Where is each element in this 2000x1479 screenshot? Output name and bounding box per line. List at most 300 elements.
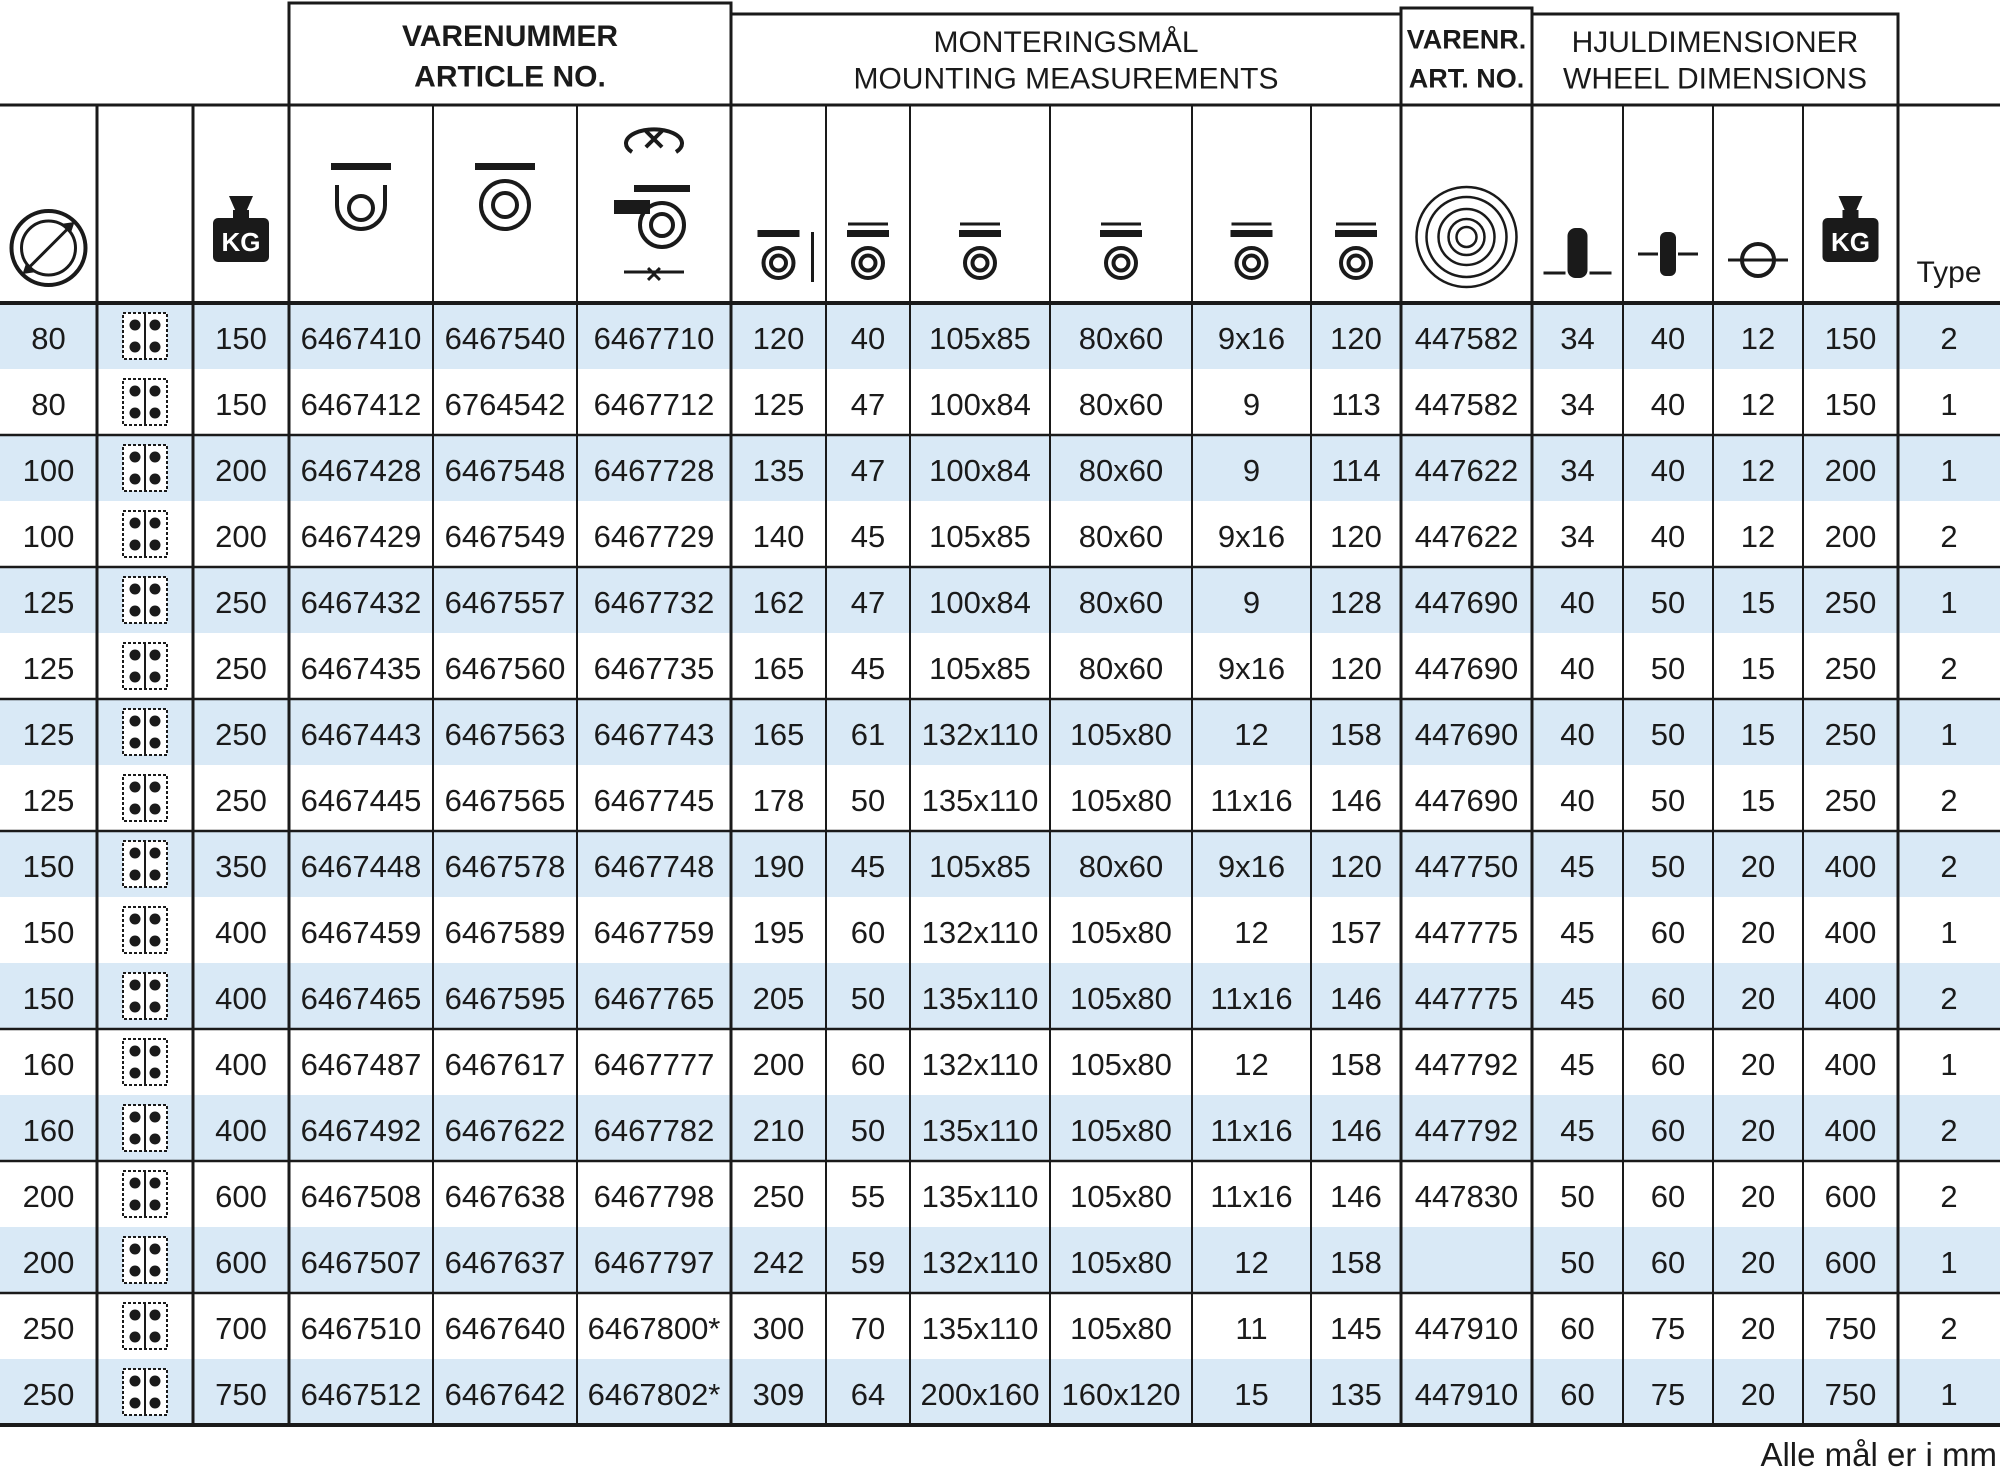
table-cell: 6467798 <box>593 1179 715 1214</box>
table-cell: 50 <box>1650 585 1686 620</box>
wheel-dims-header-line1: HJULDIMENSIONER <box>1571 26 1859 60</box>
table-cell: 60 <box>1650 1047 1686 1082</box>
table-cell: 9 <box>1242 585 1261 620</box>
table-cell: 6467412 <box>300 387 422 422</box>
table-cell: 6467745 <box>593 783 715 818</box>
table-cell: 60 <box>1650 1179 1686 1214</box>
table-cell: 45 <box>850 651 886 686</box>
table-cell: 105x80 <box>1070 1311 1172 1346</box>
table-cell: 146 <box>1330 1179 1382 1214</box>
table-cell: 45 <box>1560 981 1595 1016</box>
table-cell: 158 <box>1330 1245 1382 1280</box>
table-cell: 6467637 <box>444 1245 566 1280</box>
ball-bearing-icon <box>123 511 167 557</box>
table-cell: 6467429 <box>300 519 422 554</box>
table-cell: 12 <box>1234 1245 1269 1280</box>
table-cell: 200 <box>22 1179 75 1214</box>
table-cell: 40 <box>850 321 886 356</box>
mounting-header-line2: MOUNTING MEASUREMENTS <box>853 62 1279 96</box>
table-cell: 50 <box>1560 1179 1595 1214</box>
ball-bearing-icon <box>123 643 167 689</box>
table-cell: 60 <box>850 915 886 950</box>
table-cell: 1 <box>1940 1377 1958 1412</box>
table-cell: 80x60 <box>1078 651 1164 686</box>
table-cell: 45 <box>1560 1047 1595 1082</box>
table-cell: 105x80 <box>1070 783 1172 818</box>
table-cell: 2 <box>1940 783 1958 818</box>
table-cell: 20 <box>1740 915 1776 950</box>
table-cell: 120 <box>1330 651 1382 686</box>
table-cell: 400 <box>1824 1113 1877 1148</box>
table-cell: 6467743 <box>593 717 715 752</box>
table-cell: 105x80 <box>1070 915 1172 950</box>
table-cell: 200 <box>215 453 267 488</box>
table-row <box>23 1171 1958 1217</box>
table-cell: 45 <box>850 519 886 554</box>
table-cell: 6467443 <box>300 717 422 752</box>
table-cell: 600 <box>215 1179 267 1214</box>
table-cell: 150 <box>1824 387 1877 422</box>
table-cell: 11x16 <box>1210 1179 1293 1214</box>
ball-bearing-icon <box>123 1039 167 1085</box>
table-cell: 12 <box>1234 915 1269 950</box>
table-cell: 250 <box>215 717 267 752</box>
ball-bearing-icon <box>123 1237 167 1283</box>
table-cell: 6467432 <box>300 585 422 620</box>
table-cell: 80x60 <box>1078 453 1164 488</box>
table-cell: 135x110 <box>921 981 1039 1016</box>
table-cell: 145 <box>1330 1311 1382 1346</box>
table-cell: 6467563 <box>444 717 566 752</box>
table-cell: 6467797 <box>593 1245 715 1280</box>
table-cell: 6467642 <box>444 1377 566 1412</box>
kg-label: KG <box>1831 227 1870 257</box>
table-cell: 447622 <box>1414 519 1519 554</box>
table-cell: 2 <box>1940 321 1958 356</box>
ball-bearing-icon <box>123 841 167 887</box>
table-cell: 100x84 <box>929 453 1031 488</box>
table-cell: 60 <box>1650 915 1686 950</box>
table-cell: 1 <box>1940 915 1958 950</box>
mounting-header-line1: MONTERINGSMÅL <box>933 26 1199 60</box>
table-cell: 309 <box>752 1377 805 1412</box>
table-cell: 135x110 <box>921 1113 1039 1148</box>
axle-bore-icon <box>1728 244 1788 276</box>
offset-icon <box>847 224 889 278</box>
table-cell: 100x84 <box>929 585 1031 620</box>
table-cell: 120 <box>1330 519 1382 554</box>
table-cell: 447690 <box>1414 585 1519 620</box>
table-cell: 50 <box>850 981 886 1016</box>
table-cell: 113 <box>1331 387 1381 422</box>
table-cell: 195 <box>752 915 805 950</box>
table-row <box>23 1303 1958 1349</box>
table-cell: 61 <box>850 717 886 752</box>
table-cell: 447690 <box>1414 783 1519 818</box>
table-cell: 165 <box>752 717 805 752</box>
table-cell: 6467548 <box>444 453 566 488</box>
table-cell: 400 <box>1824 1047 1877 1082</box>
table-cell: 250 <box>22 1377 75 1412</box>
table-cell: 158 <box>1330 717 1382 752</box>
table-cell: 150 <box>215 321 267 356</box>
table-cell: 60 <box>1650 981 1686 1016</box>
table-cell: 135 <box>1330 1377 1382 1412</box>
ball-bearing-icon <box>123 445 167 491</box>
table-cell: 146 <box>1330 981 1382 1016</box>
table-cell: 125 <box>22 783 75 818</box>
table-cell: 50 <box>1650 849 1686 884</box>
wheel-width-icon <box>1544 228 1612 278</box>
table-cell: 120 <box>1330 849 1382 884</box>
table-cell: 6467549 <box>444 519 566 554</box>
table-cell: 162 <box>752 585 805 620</box>
table-cell: 34 <box>1560 387 1595 422</box>
plate-size-icon <box>959 224 1001 278</box>
wheel-art-header-line2: ART. NO. <box>1408 63 1525 94</box>
table-cell: 50 <box>1650 651 1686 686</box>
article-no-header-line1: VARENUMMER <box>401 19 619 53</box>
table-cell: 447622 <box>1414 453 1519 488</box>
bolt-size-icon <box>1231 224 1273 278</box>
table-cell: 20 <box>1740 849 1776 884</box>
table-cell: 1 <box>1940 1047 1958 1082</box>
table-cell: 105x80 <box>1070 1047 1172 1082</box>
table-cell: 47 <box>850 387 886 422</box>
table-cell: 6467512 <box>300 1377 422 1412</box>
table-cell: 250 <box>1824 585 1877 620</box>
table-cell: 160 <box>22 1113 75 1148</box>
table-cell: 100x84 <box>929 387 1031 422</box>
table-cell: 6764542 <box>444 387 566 422</box>
table-cell: 60 <box>1650 1245 1686 1280</box>
table-cell: 140 <box>752 519 805 554</box>
table-cell: 120 <box>752 321 805 356</box>
table-cell: 2 <box>1940 519 1958 554</box>
table-cell: 12 <box>1234 717 1269 752</box>
table-cell: 400 <box>1824 981 1877 1016</box>
table-cell: 6467508 <box>300 1179 422 1214</box>
table-cell: 6467732 <box>593 585 715 620</box>
table-cell: 11 <box>1235 1311 1268 1346</box>
ball-bearing-icon <box>123 1171 167 1217</box>
table-cell: 125 <box>22 717 75 752</box>
table-cell: 9 <box>1242 387 1261 422</box>
table-cell: 2 <box>1940 651 1958 686</box>
table-cell: 2 <box>1940 1311 1958 1346</box>
table-cell: 12 <box>1740 453 1776 488</box>
table-cell: 2 <box>1940 1113 1958 1148</box>
table-cell: 6467487 <box>300 1047 422 1082</box>
table-cell: 178 <box>752 783 805 818</box>
table-cell: 105x80 <box>1070 1179 1172 1214</box>
table-cell: 20 <box>1740 1245 1776 1280</box>
table-cell: 1 <box>1940 387 1958 422</box>
kg-label: KG <box>221 227 261 257</box>
table-cell: 210 <box>752 1113 805 1148</box>
table-cell: 34 <box>1560 453 1595 488</box>
table-cell: 120 <box>1330 321 1382 356</box>
wheel-dims-header-line2: WHEEL DIMENSIONS <box>1563 62 1867 96</box>
table-cell: 205 <box>752 981 805 1016</box>
swivel-castor-icon <box>475 163 535 229</box>
table-cell: 447775 <box>1414 915 1519 950</box>
table-cell: 447910 <box>1414 1377 1519 1412</box>
table-cell: 47 <box>850 453 886 488</box>
table-cell: 60 <box>1560 1311 1595 1346</box>
table-cell: 60 <box>1560 1377 1595 1412</box>
svg-text:✕: ✕ <box>644 262 664 287</box>
table-cell: 135 <box>752 453 805 488</box>
table-cell: 200x160 <box>920 1377 1040 1412</box>
plate-offset-icon <box>1335 224 1377 278</box>
table-cell: 9x16 <box>1217 519 1286 554</box>
table-cell: 80 <box>31 387 66 422</box>
table-cell: 6467428 <box>300 453 422 488</box>
table-cell: 9x16 <box>1217 321 1286 356</box>
table-cell: 40 <box>1650 519 1686 554</box>
table-cell: 40 <box>1560 783 1595 818</box>
table-cell: 190 <box>752 849 805 884</box>
table-cell: 50 <box>850 783 886 818</box>
table-cell: 128 <box>1330 585 1382 620</box>
table-cell: 15 <box>1740 585 1776 620</box>
type-header: Type <box>1916 256 1982 289</box>
ball-bearing-icon <box>123 577 167 623</box>
table-cell: 400 <box>215 1113 267 1148</box>
table-cell: 135x110 <box>921 1179 1039 1214</box>
table-cell: 250 <box>1824 783 1877 818</box>
table-cell: 135x110 <box>921 783 1039 818</box>
ball-bearing-icon <box>123 973 167 1019</box>
table-cell: 2 <box>1940 849 1958 884</box>
table-cell: 9 <box>1242 453 1261 488</box>
table-cell: 2 <box>1940 1179 1958 1214</box>
table-cell: 600 <box>1824 1179 1877 1214</box>
table-cell: 100 <box>22 519 75 554</box>
table-cell: 6467445 <box>300 783 422 818</box>
table-cell: 132x110 <box>921 1245 1039 1280</box>
table-cell: 146 <box>1330 1113 1382 1148</box>
table-cell: 105x80 <box>1070 717 1172 752</box>
table-cell: 6467765 <box>593 981 715 1016</box>
table-cell: 158 <box>1330 1047 1382 1082</box>
wheel-art-header-line1: VARENR. <box>1406 24 1527 55</box>
table-cell: 105x85 <box>929 519 1031 554</box>
table-cell: 12 <box>1740 519 1776 554</box>
table-cell: 447582 <box>1414 387 1519 422</box>
table-cell: 40 <box>1650 453 1686 488</box>
table-cell: 80 <box>31 321 66 356</box>
ball-bearing-icon <box>123 709 167 755</box>
table-cell: 250 <box>22 1311 75 1346</box>
table-cell: 600 <box>1824 1245 1877 1280</box>
table-cell: 15 <box>1740 717 1776 752</box>
table-cell: 20 <box>1740 981 1776 1016</box>
table-cell: 80x60 <box>1078 387 1164 422</box>
table-cell: 20 <box>1740 1311 1776 1346</box>
table-cell: 80x60 <box>1078 585 1164 620</box>
table-cell: 34 <box>1560 519 1595 554</box>
table-cell: 9x16 <box>1217 849 1286 884</box>
hub-length-icon <box>1638 232 1698 276</box>
table-cell: 150 <box>22 915 75 950</box>
table-cell: 20 <box>1740 1047 1776 1082</box>
table-cell: 6467540 <box>444 321 566 356</box>
table-cell: 75 <box>1650 1311 1686 1346</box>
height-icon <box>758 230 813 282</box>
table-cell: 1 <box>1940 585 1958 620</box>
table-cell: 200 <box>1824 453 1877 488</box>
table-cell: 6467595 <box>444 981 566 1016</box>
table-cell: 11x16 <box>1210 1113 1293 1148</box>
table-cell: 6467510 <box>300 1311 422 1346</box>
table-cell: 6467640 <box>444 1311 566 1346</box>
table-cell: 80x60 <box>1078 519 1164 554</box>
table-cell: 6467638 <box>444 1179 566 1214</box>
table-cell: 6467560 <box>444 651 566 686</box>
table-cell: 40 <box>1650 387 1686 422</box>
table-row <box>23 775 1958 821</box>
table-cell: 6467729 <box>593 519 715 554</box>
table-cell: 1 <box>1940 1245 1958 1280</box>
table-cell: 160 <box>22 1047 75 1082</box>
table-cell: 750 <box>215 1377 267 1412</box>
table-cell: 150 <box>1824 321 1877 356</box>
table-cell: 700 <box>215 1311 267 1346</box>
table-cell: 250 <box>215 585 267 620</box>
table-cell: 20 <box>1740 1179 1776 1214</box>
table-cell: 6467800* <box>587 1311 721 1346</box>
table-cell: 114 <box>1331 453 1381 488</box>
table-cell: 6467507 <box>300 1245 422 1280</box>
table-cell: 40 <box>1650 321 1686 356</box>
table-cell: 447775 <box>1414 981 1519 1016</box>
table-cell: 125 <box>22 585 75 620</box>
article-no-header-line2: ARTICLE NO. <box>414 60 606 94</box>
table-cell: 200 <box>752 1047 805 1082</box>
table-cell: 6467435 <box>300 651 422 686</box>
table-cell: 9x16 <box>1217 651 1286 686</box>
table-cell: 242 <box>752 1245 805 1280</box>
table-cell: 50 <box>1650 783 1686 818</box>
table-cell: 105x85 <box>929 321 1031 356</box>
table-cell: 250 <box>1824 651 1877 686</box>
table-cell: 6467578 <box>444 849 566 884</box>
table-cell: 12 <box>1234 1047 1269 1082</box>
table-cell: 750 <box>1824 1311 1877 1346</box>
table-cell: 50 <box>850 1113 886 1148</box>
table-row <box>23 1039 1958 1085</box>
table-cell: 200 <box>1824 519 1877 554</box>
table-cell: 6467410 <box>300 321 422 356</box>
table-cell: 447582 <box>1414 321 1519 356</box>
table-cell: 150 <box>215 387 267 422</box>
wheel-icon <box>1417 187 1517 287</box>
table-cell: 447830 <box>1414 1179 1519 1214</box>
table-row <box>23 907 1958 953</box>
table-cell: 350 <box>215 849 267 884</box>
table-cell: 45 <box>1560 1113 1595 1148</box>
bolt-hole-spacing-icon <box>1100 224 1142 278</box>
table-cell: 12 <box>1740 387 1776 422</box>
table-cell: 6467782 <box>593 1113 715 1148</box>
table-cell: 80x60 <box>1078 849 1164 884</box>
table-cell: 6467459 <box>300 915 422 950</box>
table-cell: 135x110 <box>921 1311 1039 1346</box>
table-cell: 6467589 <box>444 915 566 950</box>
table-cell: 447910 <box>1414 1311 1519 1346</box>
table-cell: 125 <box>752 387 805 422</box>
table-cell: 400 <box>215 981 267 1016</box>
table-cell: 6467557 <box>444 585 566 620</box>
table-cell: 2 <box>1940 981 1958 1016</box>
table-cell: 400 <box>1824 849 1877 884</box>
table-cell: 1 <box>1940 453 1958 488</box>
table-cell: 47 <box>850 585 886 620</box>
table-cell: 150 <box>22 981 75 1016</box>
table-cell: 160x120 <box>1061 1377 1181 1412</box>
table-cell: 250 <box>752 1179 805 1214</box>
table-cell: 250 <box>215 783 267 818</box>
ball-bearing-icon <box>123 1369 167 1415</box>
table-cell: 400 <box>215 915 267 950</box>
table-cell: 200 <box>215 519 267 554</box>
table-cell: 75 <box>1650 1377 1686 1412</box>
table-cell: 20 <box>1740 1113 1776 1148</box>
table-row <box>23 511 1958 557</box>
svg-text:✕: ✕ <box>641 124 667 157</box>
table-cell: 11x16 <box>1210 783 1293 818</box>
table-cell: 64 <box>850 1377 886 1412</box>
table-cell: 105x80 <box>1070 981 1172 1016</box>
table-cell: 6467492 <box>300 1113 422 1148</box>
ball-bearing-icon <box>123 379 167 425</box>
table-cell: 15 <box>1740 783 1776 818</box>
table-cell: 12 <box>1740 321 1776 356</box>
table-cell: 34 <box>1560 321 1595 356</box>
table-cell: 447792 <box>1414 1047 1519 1082</box>
table-cell: 6467565 <box>444 783 566 818</box>
table-cell: 60 <box>1650 1113 1686 1148</box>
table-cell: 6467735 <box>593 651 715 686</box>
table-cell: 6467617 <box>444 1047 566 1082</box>
table-cell: 6467802* <box>587 1377 721 1412</box>
table-cell: 6467712 <box>593 387 715 422</box>
table-cell: 105x80 <box>1070 1113 1172 1148</box>
table-cell: 11x16 <box>1210 981 1293 1016</box>
table-cell: 40 <box>1560 585 1595 620</box>
table-cell: 157 <box>1330 915 1382 950</box>
table-cell: 447750 <box>1414 849 1519 884</box>
table-cell: 6467622 <box>444 1113 566 1148</box>
swivel-brake-castor-icon <box>614 124 690 287</box>
ball-bearing-icon <box>123 907 167 953</box>
table-cell: 447792 <box>1414 1113 1519 1148</box>
table-cell: 750 <box>1824 1377 1877 1412</box>
table-cell: 150 <box>22 849 75 884</box>
table-cell: 6467465 <box>300 981 422 1016</box>
table-cell: 447690 <box>1414 651 1519 686</box>
table-cell: 45 <box>1560 849 1595 884</box>
ball-bearing-icon <box>123 1303 167 1349</box>
table-row <box>23 643 1958 689</box>
table-cell: 70 <box>850 1311 886 1346</box>
table-row <box>31 379 1957 425</box>
diameter-icon <box>12 211 86 285</box>
table-cell: 45 <box>1560 915 1595 950</box>
load-capacity-icon <box>213 196 269 262</box>
